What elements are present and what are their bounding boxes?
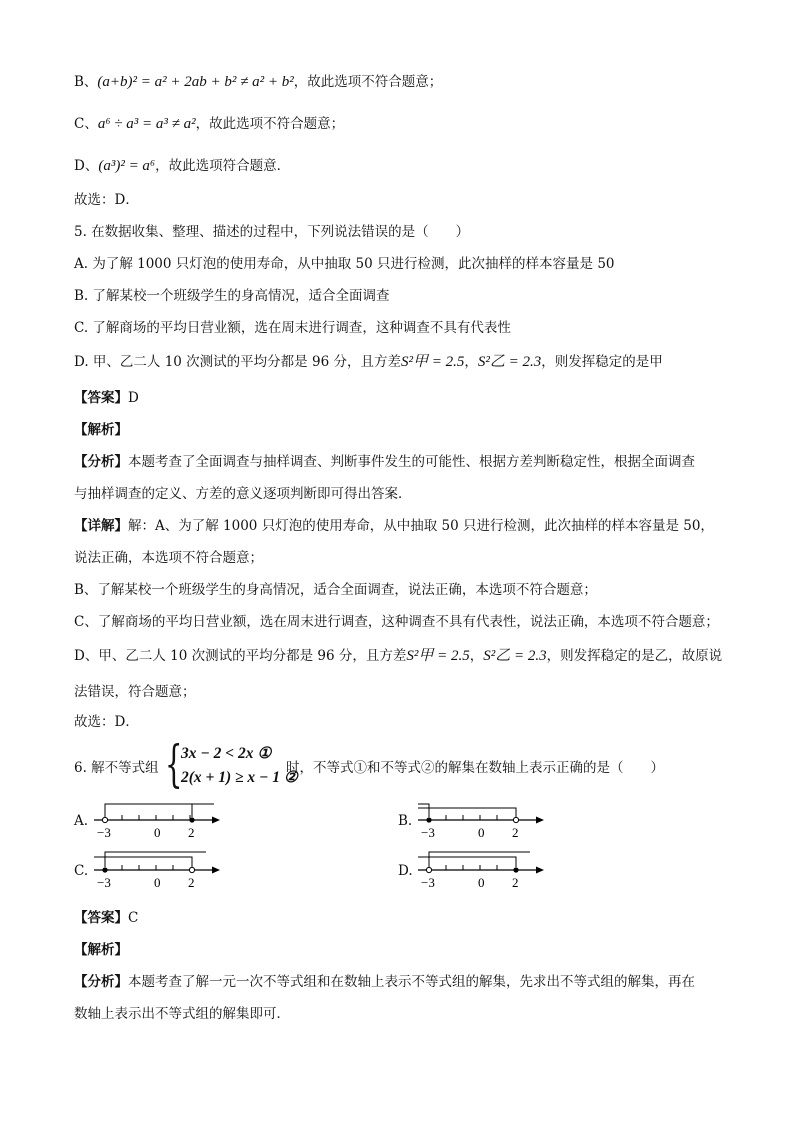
open-point-2	[189, 867, 194, 872]
solution-bracket-right	[418, 857, 516, 867]
choose-line-2: 故选：D．	[74, 714, 139, 730]
option-b-prefix: B、	[74, 74, 98, 90]
solution-bracket-right	[192, 804, 214, 817]
fenxi-5-tag: 【分析】	[74, 454, 128, 470]
answer-5-tag: 【答案】	[74, 390, 128, 406]
question-6-suffix: 时，不等式①和不等式②的解集在数轴上表示正确的是（ ）	[286, 760, 664, 776]
label-2: 2	[188, 875, 195, 890]
xiangjie-d-variance-yi: S²乙 = 2.3	[483, 648, 547, 664]
label-0: 0	[478, 875, 485, 890]
fenxi-5-line-1	[74, 452, 695, 472]
option-b-suffix: ，故此选项不符合题意；	[293, 74, 443, 90]
xiangjie-d-comma: ，	[469, 648, 484, 664]
solution-bracket-right	[418, 808, 516, 817]
question-5: 5. 在数据收集、整理、描述的过程中，下列说法错误的是（ ）	[74, 224, 470, 240]
answer-6-tag: 【答案】	[74, 910, 128, 926]
fenxi-6-tag: 【分析】	[74, 974, 128, 990]
fenxi-6-line-2: 数轴上表示出不等式组的解集即可．	[74, 1006, 290, 1022]
label-neg3: −3	[421, 825, 435, 840]
label-neg3: −3	[97, 825, 111, 840]
xiangjie-line-2: 说法正确，本选项不符合题意；	[74, 550, 263, 566]
label-2: 2	[512, 825, 519, 840]
axis-arrow	[536, 867, 544, 874]
inequality-system	[165, 735, 298, 794]
xiangjie-c: C、了解商场的平均日营业额，选在周末进行调查，这种调查不具有代表性，说法正确，本选项不符合题意；	[74, 614, 719, 630]
number-line-a	[88, 798, 228, 842]
q6-option-b-label: B.	[398, 813, 413, 829]
xiangjie-d	[74, 646, 722, 666]
option-c-suffix: ，故此选项不符合题意；	[195, 116, 345, 132]
answer-6	[74, 908, 138, 928]
xiangjie-line-1	[74, 516, 714, 536]
label-2: 2	[188, 825, 195, 840]
xiangjie-d-line-2: 法错误，符合题意；	[74, 684, 196, 700]
option-b-line	[74, 72, 442, 92]
q5d-prefix: D. 甲、乙二人 10 次测试的平均分都是 96 分，且方差	[74, 354, 401, 370]
question-5-option-b: B. 了解某校一个班级学生的身高情况，适合全面调查	[74, 288, 390, 304]
label-2: 2	[512, 875, 519, 890]
q6-option-a-label: A.	[74, 813, 89, 829]
question-6-prefix: 6. 解不等式组	[74, 760, 159, 776]
question-5-option-d	[74, 352, 663, 372]
q5d-variance-jia: S²甲 = 2.5	[400, 354, 465, 370]
xiangjie-b: B、了解某校一个班级学生的身高情况，适合全面调查，说法正确，本选项不符合题意；	[74, 582, 597, 598]
axis-arrow	[536, 817, 544, 824]
axis-arrow	[212, 817, 220, 824]
solution-bracket-left	[105, 804, 214, 817]
fenxi-6-line-1	[74, 972, 695, 992]
inequality-2: 2(x + 1) ≥ x − 1 ②	[181, 769, 298, 786]
number-line-b	[412, 798, 552, 842]
question-5-option-a: A. 为了解 1000 只灯泡的使用寿命，从中抽取 50 只进行检测，此次抽样的样本容量是 50	[74, 256, 615, 272]
option-d-line	[74, 156, 290, 176]
axis-ticks	[446, 815, 497, 820]
option-d-math: (a³)² = a⁶	[98, 158, 156, 174]
open-point-neg3	[426, 867, 431, 872]
label-neg3: −3	[97, 875, 111, 890]
label-neg3: −3	[421, 875, 435, 890]
analysis-5-heading: 【解析】	[74, 422, 128, 438]
answer-5-value: D	[128, 390, 139, 406]
closed-point-2	[513, 867, 518, 872]
xiangjie-text-1: 解：A、为了解 1000 只灯泡的使用寿命，从中抽取 50 只进行检测，此次抽样的样本容量是 50，	[128, 518, 714, 534]
fenxi-5-line-2: 与抽样调查的定义、方差的意义逐项判断即可得出答案．	[74, 486, 412, 502]
fenxi-6-text-1: 本题考查了解一元一次不等式组和在数轴上表示不等式组的解集，先求出不等式组的解集，再在	[128, 974, 695, 990]
solution-bracket-left	[429, 852, 530, 867]
closed-point-2	[189, 817, 194, 822]
solution-bracket-left	[418, 804, 429, 817]
option-c-line	[74, 114, 344, 134]
number-line-c	[88, 848, 228, 892]
option-d-suffix: ，故此选项符合题意．	[155, 158, 291, 174]
choose-line-1: 故选：D．	[74, 192, 139, 208]
axis-ticks	[446, 865, 497, 870]
inequality-1: 3x − 2 < 2x ①	[181, 745, 272, 762]
label-0: 0	[154, 825, 161, 840]
option-d-prefix: D、	[74, 158, 99, 174]
axis-ticks	[105, 815, 190, 820]
xiangjie-d-variance-jia: S²甲 = 2.5	[406, 648, 470, 664]
q5d-suffix: ，则发挥稳定的是甲	[541, 354, 663, 370]
option-b-math: (a+b)² = a² + 2ab + b² ≠ a² + b²	[97, 74, 294, 90]
q6-option-d-label: D.	[398, 863, 413, 879]
solution-bracket-right	[94, 857, 192, 867]
closed-point-neg3	[102, 867, 107, 872]
number-line-d	[412, 848, 552, 892]
option-c-prefix: C、	[74, 116, 98, 132]
fenxi-5-text-1: 本题考查了全面调查与抽样调查、判断事件发生的可能性、根据方差判断稳定性，根据全面调查	[128, 454, 695, 470]
xiangjie-tag: 【详解】	[74, 518, 128, 534]
label-0: 0	[154, 875, 161, 890]
axis-ticks	[122, 865, 173, 870]
label-0: 0	[478, 825, 485, 840]
xiangjie-d-prefix: D、甲、乙二人 10 次测试的平均分都是 96 分，且方差	[74, 648, 407, 664]
analysis-6-heading: 【解析】	[74, 942, 128, 958]
axis-arrow	[212, 867, 220, 874]
option-c-math: a⁶ ÷ a³ = a³ ≠ a²	[97, 116, 196, 132]
answer-6-value: C	[128, 910, 139, 926]
brace-symbol: {	[165, 735, 183, 793]
q5d-variance-yi: S²乙 = 2.3	[477, 354, 542, 370]
open-point-neg3	[102, 817, 107, 822]
answer-5	[74, 388, 139, 408]
closed-point-neg3	[426, 817, 431, 822]
xiangjie-d-suffix: ，则发挥稳定的是乙，故原说	[546, 648, 723, 664]
q5d-comma: ，	[464, 354, 478, 370]
solution-bracket-left	[105, 852, 206, 867]
q6-option-c-label: C.	[74, 863, 89, 879]
open-point-2	[513, 817, 518, 822]
question-5-option-c: C. 了解商场的平均日营业额，选在周末进行调查，这种调查不具有代表性	[74, 320, 511, 336]
